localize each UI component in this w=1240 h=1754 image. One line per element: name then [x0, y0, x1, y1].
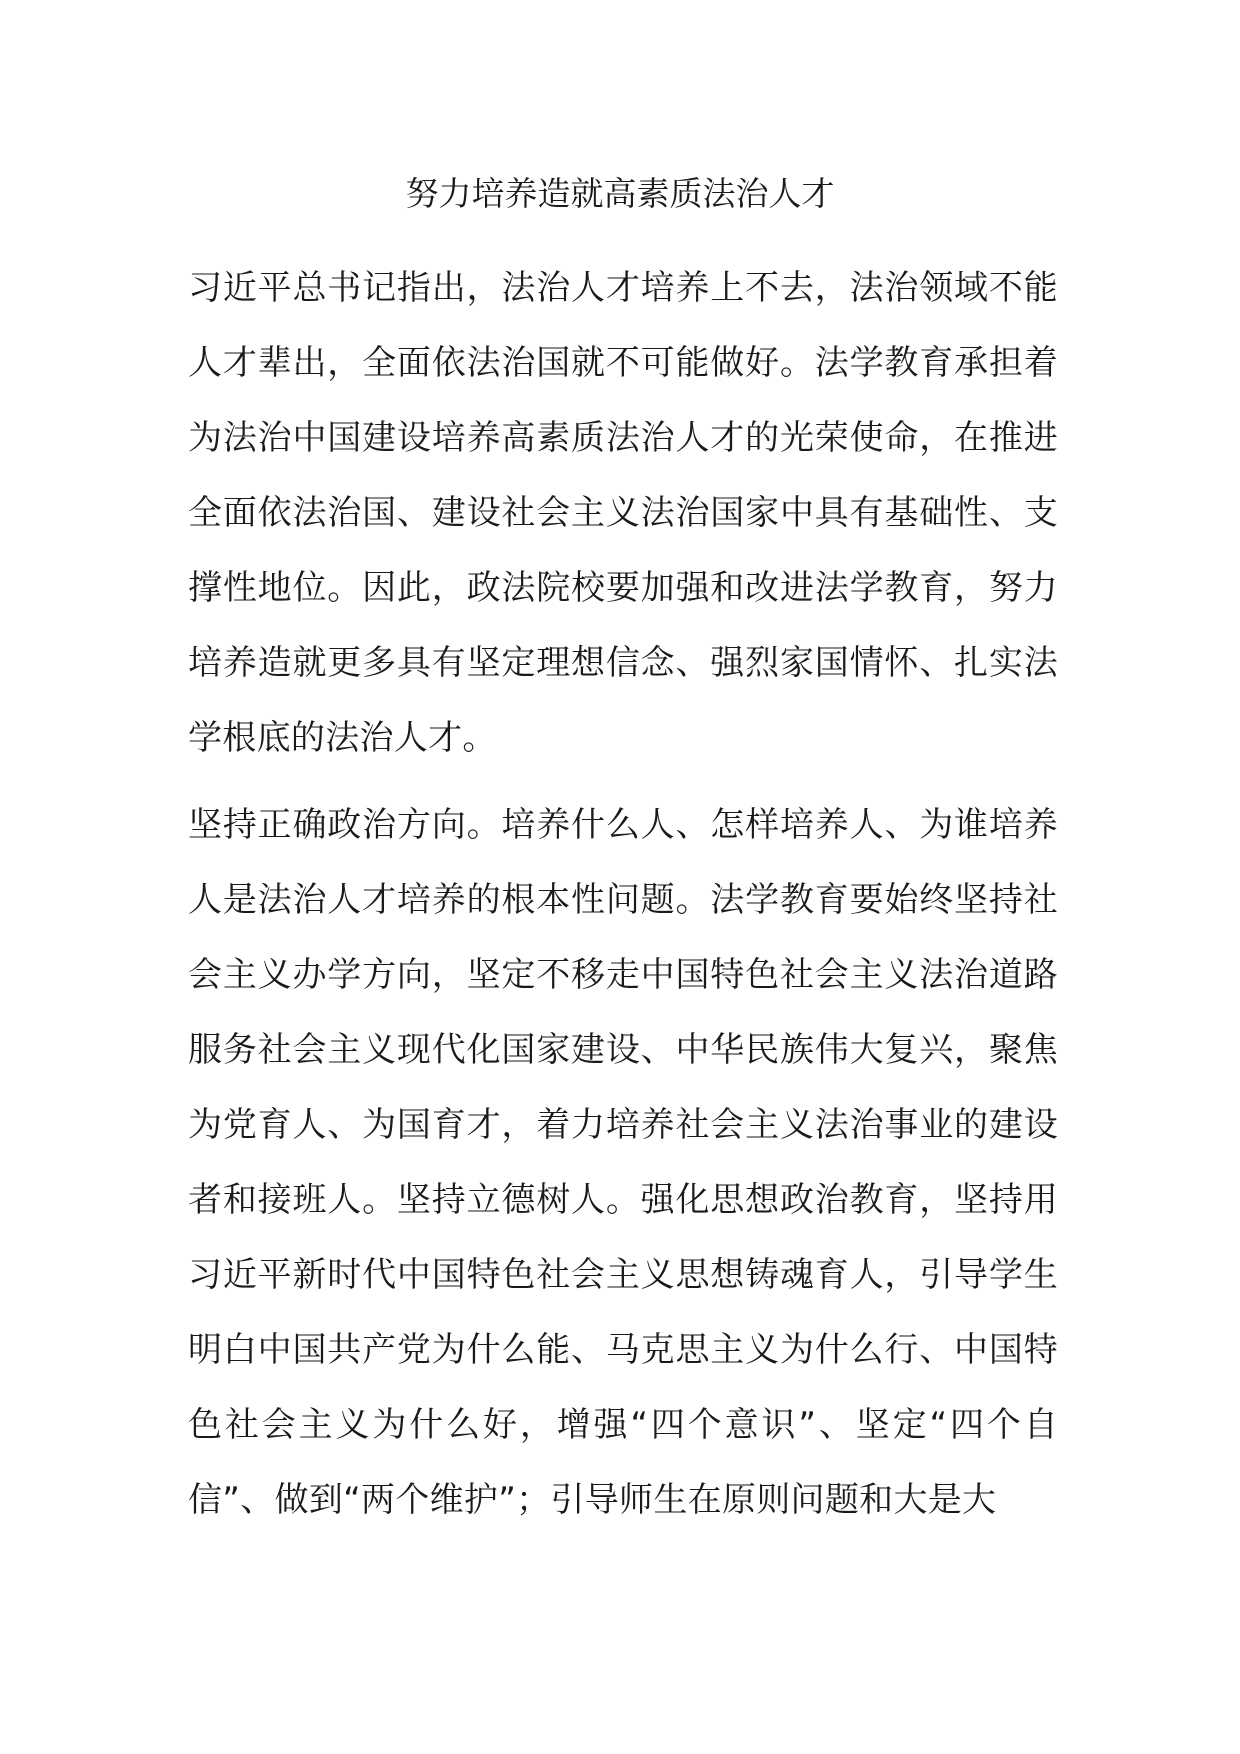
document-title: 努力培养造就高素质法治人才	[405, 174, 835, 213]
paragraph-1: 习近平总书记指出，法治人才培养上不去，法治领域不能人才辈出，全面依法治国就不可能做好。法学教育承担着为法治中国建设培养高素质法治人才的光荣使命，在推进全面依法治国、建设社会主义法治国家中具有基础性、支撑性地位。因此，政法院校要加强和改进法学教育，努力培养造就更多具有坚定理想信念、强烈家国情怀、扎实法学根底的法治人才。	[188, 268, 1058, 758]
paragraph-2: 坚持正确政治方向。培养什么人、怎样培养人、为谁培养人是法治人才培养的根本性问题。法学教育要始终坚持社会主义办学方向，坚定不移走中国特色社会主义法治道路服务社会主义现代化国家建设、中华民族伟大复兴，聚焦为党育人、为国育才，着力培养社会主义法治事业的建设者和接班人。坚持立德树人。强化思想政治教育，坚持用习近平新时代中国特色社会主义思想铸魂育人，引导学生明白中国共产党为什么能、马克思主义为什么行、中国特色社会主义为什么好，增强“四个意识”、坚定“四个自信”、做到“两个维护”；引导师生在原则问题和大是大	[188, 805, 1058, 1520]
